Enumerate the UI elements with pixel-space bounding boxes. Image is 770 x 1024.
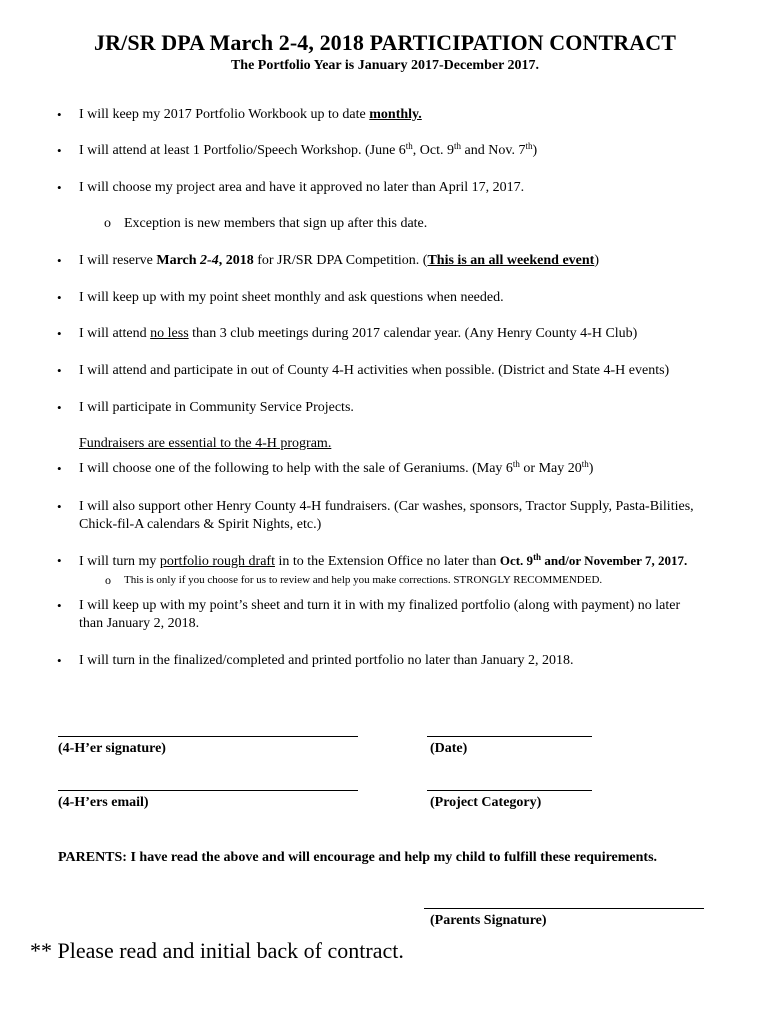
footer-note: ** Please read and initial back of contract. — [30, 938, 404, 963]
parents-signature-label: (Parents Signature) — [430, 913, 547, 928]
sub-list-item: o Exception is new members that sign up after this date. — [124, 215, 427, 233]
signature-label: (4-H’er signature) — [58, 741, 166, 756]
page-title: JR/SR DPA March 2-4, 2018 PARTICIPATION CONTRACT — [94, 30, 676, 55]
page-subtitle: The Portfolio Year is January 2017-December 2017. — [230, 58, 540, 73]
category-line[interactable] — [427, 790, 592, 791]
date-label: (Date) — [430, 741, 468, 756]
list-item: • I will choose one of the following to help with the sale of Geraniums. (May 6th or May 20th) — [79, 460, 759, 478]
list-item: • I will attend no less than 3 club meetings during 2017 calendar year. (Any Henry County 4-H Club) — [79, 325, 759, 343]
email-label: (4-H’ers email) — [58, 795, 149, 810]
list-item: • I will keep up with my point’s sheet and turn it in with my finalized portfolio (along with payment) no later than January 2, 2018. — [79, 597, 759, 633]
parents-statement: PARENTS: I have read the above and will encourage and help my child to fulfill these requirements. — [58, 850, 658, 865]
list-item: • I will choose my project area and have it approved no later than April 17, 2017. — [79, 179, 759, 197]
date-line[interactable] — [427, 736, 592, 737]
category-label: (Project Category) — [430, 795, 542, 810]
fundraisers-heading: Fundraisers are essential to the 4-H program. — [79, 436, 332, 451]
signature-line[interactable] — [58, 736, 358, 737]
list-item: • I will attend at least 1 Portfolio/Speech Workshop. (June 6th, Oct. 9th and Nov. 7th) — [79, 142, 759, 160]
list-item: • I will turn my portfolio rough draft in to the Extension Office no later than Oct. 9th and/or November 7, 2017. — [79, 552, 759, 571]
list-item: • I will participate in Community Service Projects. — [79, 399, 759, 417]
list-item: • I will turn in the finalized/completed and printed portfolio no later than January 2, 2018. — [79, 652, 759, 670]
sub-list-item: o This is only if you choose for us to review and help you make corrections. STRONGLY RECOMMENDED. — [124, 571, 602, 589]
list-item: • I will reserve March 2-4, 2018 for JR/SR DPA Competition. (This is an all weekend event) — [79, 252, 759, 270]
email-line[interactable] — [58, 790, 358, 791]
list-item: • I will attend and participate in out of County 4-H activities when possible. (District and State 4-H events) — [79, 362, 759, 380]
list-item: • I will keep my 2017 Portfolio Workbook up to date monthly. — [79, 106, 759, 124]
list-item: • I will also support other Henry County 4-H fundraisers. (Car washes, sponsors, Tractor Supply, Pasta-Bilities, Chick-fil-A calendars & Spirit Nights, etc.) — [79, 498, 759, 534]
list-item: • I will keep up with my point sheet monthly and ask questions when needed. — [79, 289, 759, 307]
parents-signature-line[interactable] — [424, 908, 704, 909]
